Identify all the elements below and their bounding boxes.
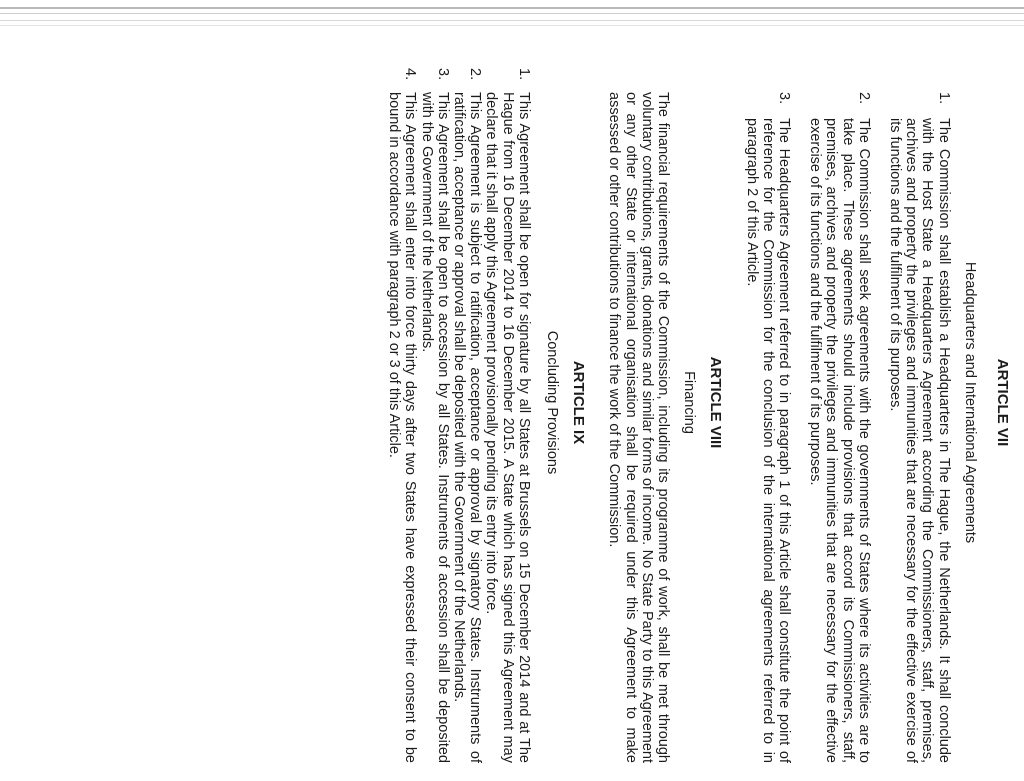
scan-edge-line <box>0 20 1024 21</box>
article-viii-text: The financial requirements of the Commission, including its programme of work, shall be met through voluntary contributions, grants, donations and similar forms of income. No State Party to this Agreement or any other State or international organisation shall be required under this Agreement to make assessed or other contributions to finance the work of the Commission. <box>606 92 671 763</box>
article-ix-paragraph-4 <box>386 68 419 763</box>
paragraph-number: 4. <box>402 68 419 81</box>
article-ix-paragraphs <box>386 42 532 763</box>
paragraph-text: The Headquarters Agreement referred to in paragraph 1 of this Article shall constitute the point of reference for the Commission for the conclusion of the international agreements referred to in paragraph 2 of this Article. <box>743 118 792 763</box>
article-ix-subtitle: Concluding Provisions <box>543 330 560 475</box>
paragraph-number: 2. <box>855 92 872 105</box>
article-ix-paragraph-1 <box>483 68 532 763</box>
paragraph-text: This Agreement shall be open to accession by all States. Instruments of accession shall be deposited with the Government of the Netherlands. <box>418 92 451 763</box>
paragraph-number: 3. <box>434 68 451 81</box>
paragraph-text: This Agreement shall be open for signature by all States at Brussels on 15 December 2014 and at The Hague from 16 December 2014 to 16 December 2015. A State which has signed this Agreement may declare that it shall apply this Agreement provisionally pending its entry into force. <box>483 92 532 763</box>
scan-edge-line <box>0 13 1024 14</box>
paragraph-text: The Commission shall seek agreements with the governments of States where its activities are to take place. These agreements should include provisions that accord its Commissioners, staff, premises, archives and property the privileges and immunities that are necessary for the effective exercise of its functions and the fulfilment of its purposes. <box>807 118 872 763</box>
article-ix-paragraph-2 <box>450 68 484 763</box>
rotated-document-page <box>14 24 1024 781</box>
article-vii-paragraph-3 <box>743 42 792 763</box>
paragraph-text: This Agreement is subject to ratification, acceptance or approval by signatory States. Instruments of ratification, acceptance or approval shall be deposited with the Government of the Netherlands. <box>450 92 484 763</box>
article-vii-paragraph-1 <box>887 42 952 763</box>
article-ix-paragraph-3 <box>418 68 451 763</box>
paragraph-text: The Commission shall establish a Headquarters in The Hague, the Netherlands. It shall conclude with the Host State a Headquarters Agreement according the Commissioners, staff, premises, archives and property the privileges and immunities that are necessary for the effective exercise of its functions and the fulfilment of its purposes. <box>886 118 952 763</box>
paragraph-number: 3. <box>775 92 792 105</box>
article-viii <box>606 42 723 763</box>
paragraph-number: 1. <box>515 68 532 81</box>
scan-edge-line <box>0 7 1024 9</box>
article-viii-title: ARTICLE VIII <box>707 356 725 449</box>
article-vii-title: ARTICLE VII <box>994 358 1011 447</box>
article-ix-title: ARTICLE IX <box>570 360 588 445</box>
paragraph-number: 1. <box>935 92 952 105</box>
article-vii-subtitle: Headquarters and International Agreements <box>961 261 978 544</box>
paragraph-number: 2. <box>467 68 484 81</box>
article-viii-subtitle: Financing <box>681 371 698 434</box>
article-vii-paragraph-2 <box>807 42 872 763</box>
paragraph-text: This Agreement shall enter into force thirty days after two States have expressed their consent to be bound in accordance with paragraph 2 or 3 of this Article. <box>386 92 419 763</box>
article-vii <box>743 42 1010 763</box>
article-ix <box>386 42 586 763</box>
